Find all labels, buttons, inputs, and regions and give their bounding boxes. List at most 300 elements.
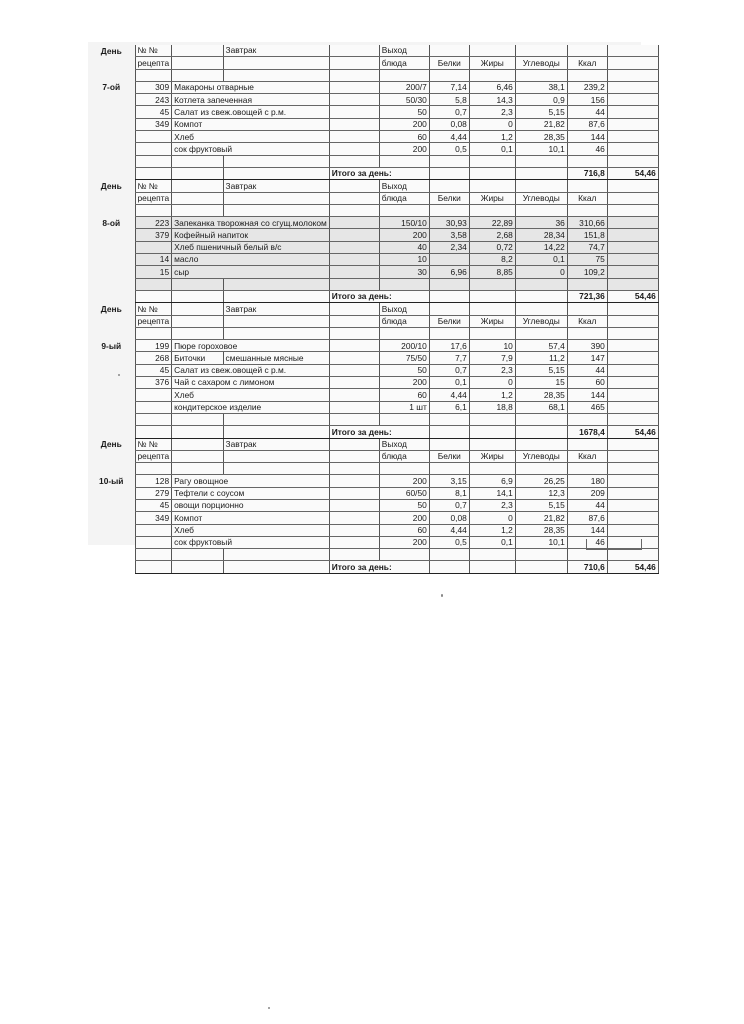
empty-cell	[172, 290, 223, 302]
dish-proteins: 0,5	[429, 143, 469, 155]
dish-fats: 0,72	[469, 241, 515, 253]
empty-row	[88, 204, 658, 216]
dish-kcal: 147	[567, 352, 607, 364]
day-cell	[88, 499, 135, 511]
empty-cell	[607, 315, 658, 327]
day-header-row-2	[88, 57, 658, 69]
dish-row	[88, 143, 658, 155]
dish-name: Пюре гороховое	[172, 340, 330, 352]
day-cell	[88, 266, 135, 278]
day-total-kcal: 710,6	[567, 561, 607, 573]
carbs-header: Углеводы	[515, 450, 567, 462]
empty-row	[88, 463, 658, 475]
day-cell	[88, 487, 135, 499]
dish-row	[88, 352, 658, 364]
day-cell	[88, 69, 135, 81]
empty-cell	[223, 278, 329, 290]
day-cell	[88, 364, 135, 376]
empty-cell	[429, 204, 469, 216]
dish-name: Компот	[172, 512, 330, 524]
kcal-header: Ккал	[567, 315, 607, 327]
empty-cell	[329, 352, 379, 364]
empty-cell	[172, 561, 223, 573]
dish-fats: 0	[469, 377, 515, 389]
meal-header: Завтрак	[223, 438, 329, 450]
empty-cell	[135, 463, 172, 475]
day-cell	[88, 352, 135, 364]
fats-header: Жиры	[469, 192, 515, 204]
day-cell	[88, 463, 135, 475]
empty-cell	[172, 57, 223, 69]
dish-proteins: 6,1	[429, 401, 469, 413]
day-cell	[88, 290, 135, 302]
dish-carbs: 21,82	[515, 512, 567, 524]
dish-row	[88, 401, 658, 413]
empty-cell	[223, 167, 329, 179]
empty-cell	[607, 303, 658, 315]
dish-carbs: 28,35	[515, 524, 567, 536]
day-header-label: День	[100, 303, 122, 314]
dish-fats: 0	[469, 512, 515, 524]
day-total-row	[88, 290, 658, 302]
day-cell	[88, 106, 135, 118]
meal-header: Завтрак	[223, 180, 329, 192]
empty-cell	[329, 118, 379, 130]
yield-header: Выход	[379, 303, 429, 315]
empty-cell	[607, 278, 658, 290]
dish-yield: 60	[379, 389, 429, 401]
dish-carbs: 5,15	[515, 499, 567, 511]
kcal-header: Ккал	[567, 450, 607, 462]
dish-proteins: 8,1	[429, 487, 469, 499]
dish-yield: 150/10	[379, 217, 429, 229]
empty-cell	[607, 549, 658, 561]
empty-cell	[429, 180, 469, 192]
dish-row	[88, 340, 658, 352]
empty-cell	[607, 45, 658, 57]
dish-fats: 2,3	[469, 364, 515, 376]
day-total-kcal: 1678,4	[567, 426, 607, 438]
dish-fats: 22,89	[469, 217, 515, 229]
day-cell	[88, 377, 135, 389]
empty-cell	[429, 303, 469, 315]
empty-cell	[329, 94, 379, 106]
day-cell	[88, 561, 135, 573]
yield-header: Выход	[379, 180, 429, 192]
recipe-number-header: рецепта	[135, 192, 172, 204]
empty-cell	[329, 143, 379, 155]
dish-name: сыр	[172, 266, 330, 278]
empty-cell	[329, 57, 379, 69]
dish-fats: 2,68	[469, 229, 515, 241]
dish-yield: 200	[379, 536, 429, 548]
dish-row	[88, 536, 658, 548]
dish-proteins: 0,1	[429, 377, 469, 389]
empty-cell	[515, 180, 567, 192]
dish-carbs: 5,15	[515, 106, 567, 118]
dish-kcal: 87,6	[567, 512, 607, 524]
empty-cell	[135, 327, 172, 339]
day-header-row-1	[88, 180, 658, 192]
recipe-number: 45	[135, 364, 172, 376]
dish-proteins: 0,7	[429, 499, 469, 511]
dish-carbs: 0,9	[515, 94, 567, 106]
empty-cell	[429, 278, 469, 290]
empty-cell	[329, 512, 379, 524]
empty-cell	[172, 155, 223, 167]
fats-header: Жиры	[469, 450, 515, 462]
day-cell	[88, 450, 135, 462]
day-cell	[88, 94, 135, 106]
dish-yield: 60	[379, 131, 429, 143]
empty-cell	[567, 327, 607, 339]
empty-cell	[607, 229, 658, 241]
empty-cell	[429, 69, 469, 81]
empty-cell	[469, 561, 515, 573]
empty-cell	[607, 450, 658, 462]
recipe-number: 268	[135, 352, 172, 364]
dish-kcal: 109,2	[567, 266, 607, 278]
dish-fats: 8,85	[469, 266, 515, 278]
empty-cell	[567, 303, 607, 315]
empty-cell	[135, 413, 172, 425]
empty-cell	[223, 192, 329, 204]
empty-cell	[172, 303, 223, 315]
empty-cell	[469, 438, 515, 450]
empty-cell	[223, 549, 329, 561]
empty-cell	[329, 377, 379, 389]
dish-yield: 50	[379, 499, 429, 511]
empty-cell	[607, 204, 658, 216]
dish-carbs: 14,22	[515, 241, 567, 253]
empty-cell	[135, 69, 172, 81]
dish-fats: 14,3	[469, 94, 515, 106]
day-header-row-2	[88, 450, 658, 462]
empty-cell	[329, 475, 379, 487]
empty-cell	[329, 401, 379, 413]
recipe-number: 45	[135, 106, 172, 118]
dish-row	[88, 266, 658, 278]
dish-kcal: 44	[567, 364, 607, 376]
proteins-header: Белки	[429, 57, 469, 69]
dish-name: Хлеб	[172, 131, 330, 143]
empty-cell	[329, 340, 379, 352]
empty-cell	[429, 45, 469, 57]
day-total-label: Итого за день:	[329, 290, 429, 302]
day-cell	[88, 524, 135, 536]
empty-cell	[329, 241, 379, 253]
recipe-number: 279	[135, 487, 172, 499]
empty-cell	[515, 45, 567, 57]
empty-cell	[607, 217, 658, 229]
empty-cell	[515, 278, 567, 290]
empty-cell	[469, 413, 515, 425]
day-header-row-2	[88, 315, 658, 327]
day-cell	[88, 204, 135, 216]
empty-cell	[379, 549, 429, 561]
empty-cell	[515, 155, 567, 167]
dish-name-continued: смешанные мясные	[223, 352, 329, 364]
day-total-label: Итого за день:	[329, 167, 429, 179]
dish-fats: 1,2	[469, 131, 515, 143]
empty-cell	[469, 549, 515, 561]
dish-yield: 200	[379, 118, 429, 130]
day-cell	[88, 327, 135, 339]
dish-carbs: 21,82	[515, 118, 567, 130]
recipe-number-header: № №	[135, 180, 172, 192]
dish-kcal: 46	[567, 143, 607, 155]
meal-header: Завтрак	[223, 45, 329, 57]
dish-row	[88, 94, 658, 106]
dish-fats: 18,8	[469, 401, 515, 413]
empty-row	[88, 69, 658, 81]
dish-proteins: 5,8	[429, 94, 469, 106]
kcal-header: Ккал	[567, 57, 607, 69]
dish-fats: 0	[469, 118, 515, 130]
dish-proteins: 17,6	[429, 340, 469, 352]
dish-name: Макароны отварные	[172, 81, 330, 93]
empty-cell	[329, 549, 379, 561]
empty-cell	[329, 204, 379, 216]
dish-row	[88, 118, 658, 130]
recipe-number	[135, 524, 172, 536]
empty-cell	[429, 413, 469, 425]
empty-cell	[567, 204, 607, 216]
empty-cell	[607, 69, 658, 81]
dish-name: Салат из свеж.овощей с р.м.	[172, 106, 330, 118]
empty-cell	[223, 561, 329, 573]
empty-cell	[607, 57, 658, 69]
dish-carbs: 38,1	[515, 81, 567, 93]
dish-name: Компот	[172, 118, 330, 130]
dish-kcal: 209	[567, 487, 607, 499]
recipe-number: 128	[135, 475, 172, 487]
empty-cell	[607, 106, 658, 118]
empty-cell	[607, 241, 658, 253]
empty-cell	[379, 413, 429, 425]
empty-cell	[223, 204, 329, 216]
dish-carbs: 0	[515, 266, 567, 278]
dish-name: кондитерское изделие	[172, 401, 330, 413]
day-cell	[88, 143, 135, 155]
empty-cell	[567, 278, 607, 290]
empty-cell	[607, 340, 658, 352]
dish-name: Рагу овощное	[172, 475, 330, 487]
empty-cell	[223, 450, 329, 462]
empty-cell	[607, 327, 658, 339]
dish-row	[88, 377, 658, 389]
dish-yield: 60	[379, 524, 429, 536]
recipe-number	[135, 401, 172, 413]
recipe-number-header: рецепта	[135, 57, 172, 69]
empty-cell	[223, 57, 329, 69]
empty-cell	[329, 438, 379, 450]
dish-proteins: 7,7	[429, 352, 469, 364]
dish-name: Котлета запеченная	[172, 94, 330, 106]
empty-cell	[429, 155, 469, 167]
dish-name: Тефтели с соусом	[172, 487, 330, 499]
empty-cell	[329, 413, 379, 425]
empty-cell	[515, 413, 567, 425]
empty-cell	[567, 438, 607, 450]
recipe-number	[135, 241, 172, 253]
dish-fats: 10	[469, 340, 515, 352]
empty-cell	[172, 204, 223, 216]
dish-fats: 14,1	[469, 487, 515, 499]
dish-proteins: 6,96	[429, 266, 469, 278]
empty-cell	[429, 290, 469, 302]
dish-yield: 200	[379, 229, 429, 241]
empty-cell	[567, 155, 607, 167]
empty-cell	[429, 438, 469, 450]
recipe-number: 243	[135, 94, 172, 106]
day-cell	[88, 389, 135, 401]
yield-header: блюда	[379, 315, 429, 327]
empty-cell	[607, 118, 658, 130]
empty-cell	[172, 413, 223, 425]
empty-cell	[172, 327, 223, 339]
empty-cell	[515, 327, 567, 339]
empty-cell	[607, 377, 658, 389]
empty-cell	[329, 266, 379, 278]
empty-cell	[329, 327, 379, 339]
empty-cell	[379, 204, 429, 216]
dish-carbs: 36	[515, 217, 567, 229]
carbs-header: Углеводы	[515, 315, 567, 327]
day-label: 7-ой	[102, 82, 121, 93]
carbs-header: Углеводы	[515, 192, 567, 204]
empty-cell	[429, 327, 469, 339]
empty-cell	[469, 180, 515, 192]
dish-kcal: 60	[567, 377, 607, 389]
recipe-number: 309	[135, 81, 172, 93]
dish-kcal: 144	[567, 389, 607, 401]
dish-fats: 0,1	[469, 536, 515, 548]
recipe-number-header: рецепта	[135, 315, 172, 327]
dish-fats: 6,46	[469, 81, 515, 93]
day-cell	[88, 549, 135, 561]
dish-name: Кофейный напиток	[172, 229, 330, 241]
empty-cell	[567, 463, 607, 475]
dish-carbs: 12,3	[515, 487, 567, 499]
empty-cell	[329, 155, 379, 167]
empty-cell	[515, 290, 567, 302]
dish-name: Хлеб пшеничный белый в/с	[172, 241, 330, 253]
empty-cell	[607, 499, 658, 511]
day-cell	[88, 254, 135, 266]
dish-proteins: 0,7	[429, 364, 469, 376]
empty-cell	[515, 303, 567, 315]
dish-yield: 200	[379, 143, 429, 155]
empty-cell	[172, 450, 223, 462]
yield-header: блюда	[379, 57, 429, 69]
yield-header: Выход	[379, 45, 429, 57]
empty-cell	[607, 401, 658, 413]
empty-cell	[329, 192, 379, 204]
recipe-number	[135, 389, 172, 401]
dish-proteins: 0,5	[429, 536, 469, 548]
empty-cell	[329, 463, 379, 475]
dish-yield: 200/7	[379, 81, 429, 93]
dish-carbs: 68,1	[515, 401, 567, 413]
dish-proteins: 4,44	[429, 524, 469, 536]
fats-header: Жиры	[469, 57, 515, 69]
empty-cell	[223, 155, 329, 167]
recipe-number: 45	[135, 499, 172, 511]
day-total-row	[88, 426, 658, 438]
day-price: 54,46	[607, 167, 658, 179]
empty-cell	[223, 290, 329, 302]
dish-yield: 50	[379, 106, 429, 118]
empty-cell	[379, 278, 429, 290]
recipe-number: 223	[135, 217, 172, 229]
yield-header: блюда	[379, 450, 429, 462]
empty-cell	[515, 561, 567, 573]
dish-yield: 50/30	[379, 94, 429, 106]
empty-cell	[469, 167, 515, 179]
dish-name: Салат из свеж.овощей с р.м.	[172, 364, 330, 376]
empty-cell	[429, 561, 469, 573]
day-cell	[88, 167, 135, 179]
dish-kcal: 239,2	[567, 81, 607, 93]
empty-cell	[607, 94, 658, 106]
empty-cell	[135, 426, 172, 438]
empty-cell	[172, 167, 223, 179]
menu-table-body	[88, 45, 658, 573]
dish-proteins: 0,08	[429, 118, 469, 130]
empty-cell	[607, 131, 658, 143]
day-total-row	[88, 561, 658, 573]
dish-carbs: 15	[515, 377, 567, 389]
day-total-label: Итого за день:	[329, 561, 429, 573]
day-cell	[88, 241, 135, 253]
day-cell	[88, 512, 135, 524]
day-header-row-2	[88, 192, 658, 204]
empty-cell	[469, 303, 515, 315]
empty-cell	[607, 475, 658, 487]
day-total-kcal: 716,8	[567, 167, 607, 179]
day-cell	[88, 315, 135, 327]
dish-carbs: 28,34	[515, 229, 567, 241]
day-header-row-1	[88, 303, 658, 315]
menu-table	[88, 45, 659, 574]
empty-cell	[379, 327, 429, 339]
empty-cell	[172, 463, 223, 475]
dish-fats: 6,9	[469, 475, 515, 487]
day-cell	[88, 155, 135, 167]
empty-row	[88, 278, 658, 290]
empty-cell	[429, 167, 469, 179]
dish-name: сок фруктовый	[172, 143, 330, 155]
dish-proteins	[429, 254, 469, 266]
empty-cell	[135, 561, 172, 573]
dish-name: Чай с сахаром с лимоном	[172, 377, 330, 389]
empty-cell	[329, 217, 379, 229]
empty-cell	[135, 155, 172, 167]
empty-cell	[223, 413, 329, 425]
empty-cell	[223, 69, 329, 81]
empty-cell	[135, 204, 172, 216]
empty-cell	[329, 81, 379, 93]
empty-cell	[469, 290, 515, 302]
day-total-row	[88, 167, 658, 179]
empty-cell	[469, 426, 515, 438]
dish-name: Хлеб	[172, 524, 330, 536]
empty-cell	[172, 192, 223, 204]
dish-name: овощи порционно	[172, 499, 330, 511]
empty-cell	[515, 438, 567, 450]
empty-cell	[135, 167, 172, 179]
